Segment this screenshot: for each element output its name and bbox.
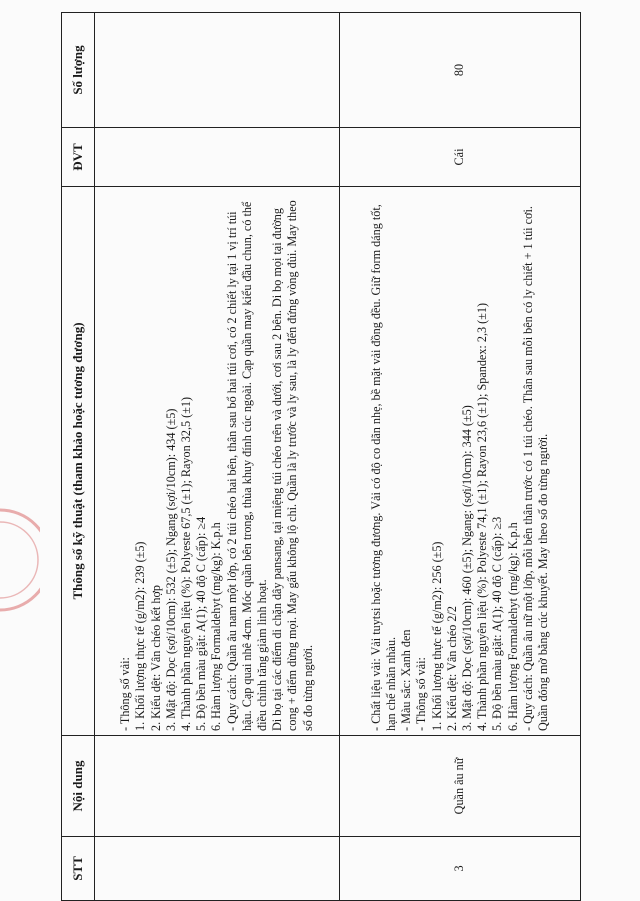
spec-line: - Chất liệu vải: Vải tuytsi hoặc tương đương. Vải có độ co dãn nhẹ, bề mặt vải đồng đều. Giữ form dáng tốt, hạn chế nhăn nhàu. [368,204,398,731]
spec-line: 5. Độ bền màu giặt: A(1); 40 độ C (cấp): ≥4 [194,516,209,731]
header-so-luong: Số lượng [62,13,95,128]
spec-line: 3. Mật độ: Dọc (sợi/10cm): 460 (±5); Ngang: (sợi/10cm): 344 (±5) [460,405,474,731]
spec-line: 4. Thành phần nguyên liệu (%): Polyeste 67,5 (±1); Rayon 32,5 (±1) [178,396,193,731]
row1-spec [95,187,340,736]
row2-so-luong: 80 [340,13,581,128]
spec-line: 3. Mật độ: Dọc (sợi/10cm): 532 (±5); Ngang (sợi/10cm): 434 (±5) [163,408,178,731]
row1-dvt [95,128,340,187]
spec-line: - Màu sắc: Xanh đen [399,629,414,731]
rotated-table-container [61,45,581,901]
spec-line: - Thông số vải: [118,657,133,731]
row2-spec [340,187,581,736]
spec-line: - Quy cách: Quần âu nam một lớp, có 2 túi chéo hai bên, thân sau bổ hai túi cơi, có 2 chiết ly tại 1 vị trí túi hậu. Cạp quai nhê 4cm. Móc quần bên trong, thùa khuy đính cúc ngoài. Cạp quần may kiểu đầu chun, có thể điều chỉnh tăng giảm linh hoạt. [224,201,269,731]
header-thong-so: Thông số kỹ thuật (tham khảo hoặc tương đương) [62,187,95,736]
row2-noi-dung: Quần âu nữ [340,736,581,837]
spec-line: 4. Thành phần nguyên liệu (%): Polyeste 74,1 (±1); Rayon 23,6 (±1); Spandex: 2,3 (±1) [475,302,490,731]
red-stamp-fragment [0,500,40,620]
header-row [62,13,95,901]
spec-line: 2. Kiểu dệt: Vân chéo kết hợp [148,585,163,731]
spec-line: 1. Khối lượng thực tế (g/m2): 239 (±5) [133,541,148,731]
row2-dvt: Cái [340,128,581,187]
row1-noi-dung [95,736,340,837]
spec-line: - Thông số vải: [414,657,429,731]
spec-line: 1. Khối lượng thực tế (g/m2): 256 (±5) [429,541,444,731]
header-noi-dung: Nội dung [62,736,95,837]
spec-line: 6. Hàm lượng Formaldehyt (mg/kg): K.p.h [505,522,520,731]
spec-line: 5. Độ bền màu giặt: A(1); 40 độ C (cấp): ≥3 [490,516,505,731]
spec-line: 6. Hàm lượng Formaldehyt (mg/kg): K.p.h [209,522,224,731]
spec-line: 2. Kiểu dệt: Vân chéo 2/2 [444,605,459,731]
header-stt: STT [62,837,95,901]
row1-so-luong [95,13,340,128]
spec-table [61,12,581,901]
spec-line: Di bọ tại các điểm di chặn dây pansang, tại miệng túi chéo trên và dưới, cơi sau 2 bên. Di bọ mọi tại đường cong + điểm dừng mọi. May gấu không lộ chỉ. Quần là ly trước và ly sau, là ly đến đứng vòng đùi. May theo số đo từng người. [270,200,315,731]
row1-stt [95,837,340,901]
table-row [340,13,581,901]
table-row [95,13,340,901]
spec-line: - Quy cách: Quần âu nữ một lớp, mỗi bên thân trước có 1 túi chéo. Thân sau mỗi bên có ly chiết + 1 túi cơi. Quần đóng mở bằng cúc khuyết. May theo số đo từng người. [520,206,551,731]
row2-stt: 3 [340,837,581,901]
header-dvt: ĐVT [62,128,95,187]
